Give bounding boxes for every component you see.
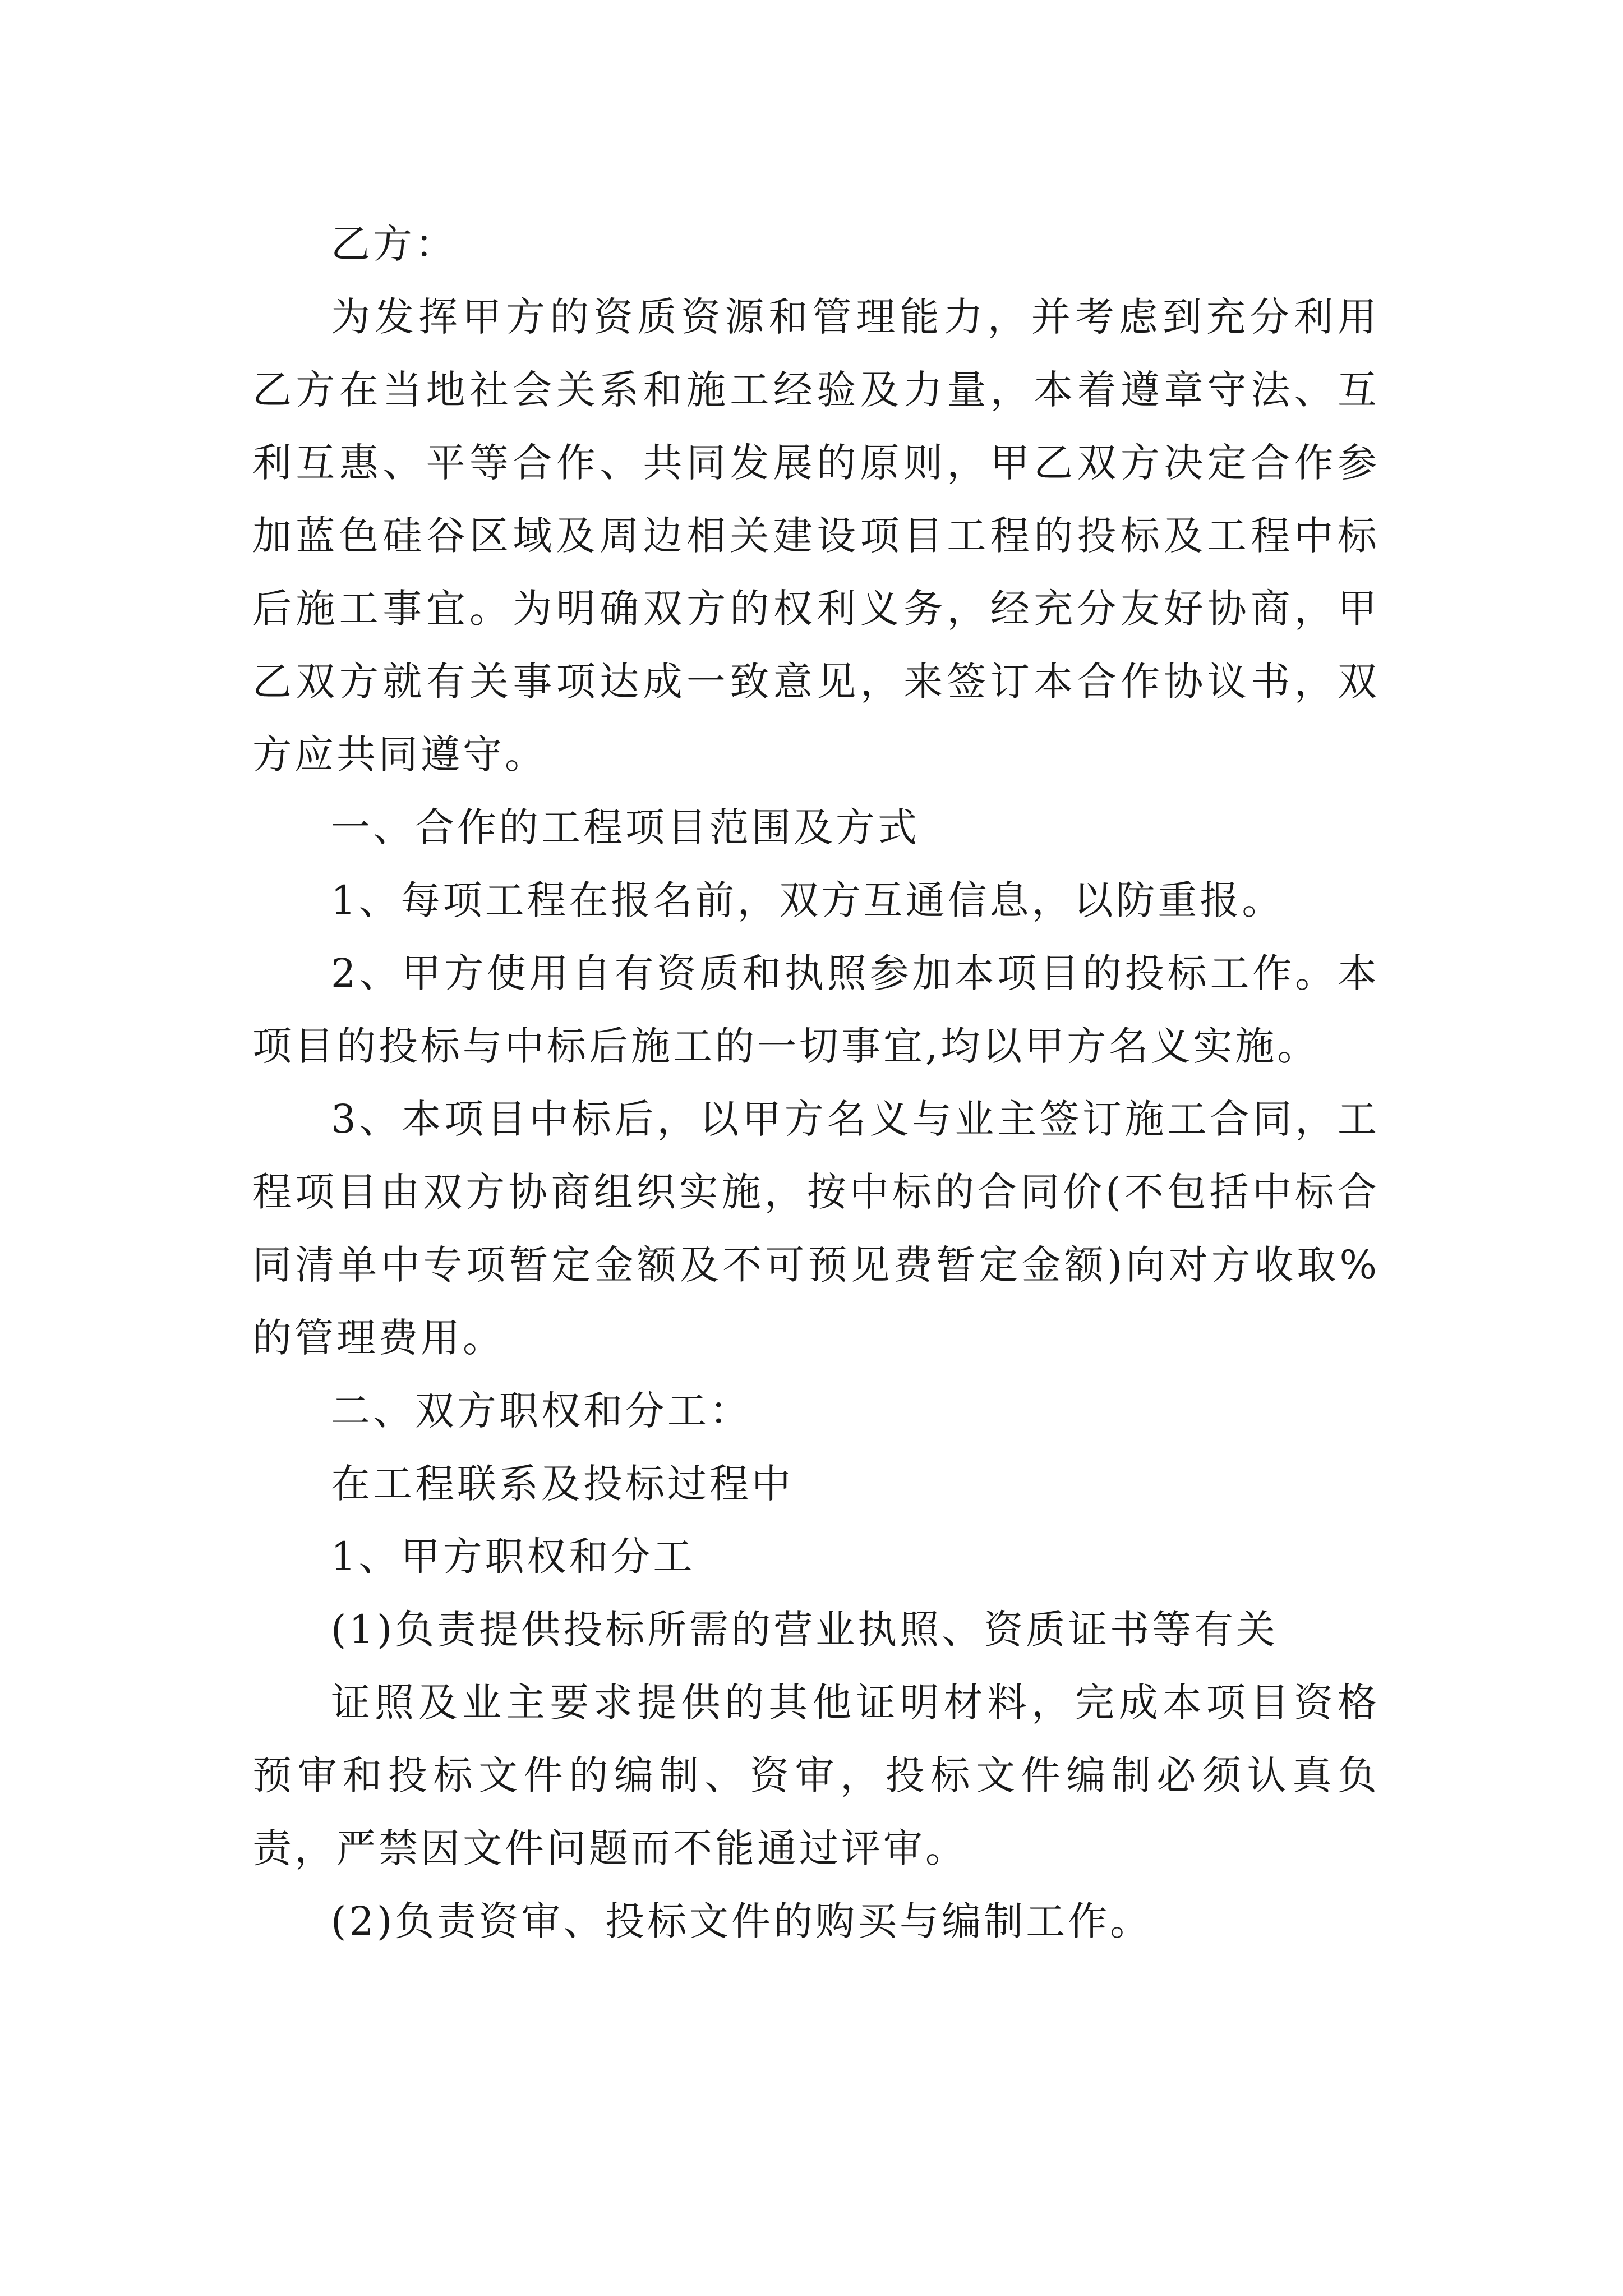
- party-b-label: 乙方：: [331, 221, 457, 267]
- item-2-1-2: (2)负责资审、投标文件的购买与编制工作。: [331, 1898, 1152, 1944]
- clause-1-1: 1、每项工程在报名前，双方互通信息，以防重报。: [331, 877, 1284, 923]
- document-body: [252, 208, 1380, 1958]
- section-heading-2: 二、双方职权和分工：: [331, 1388, 751, 1434]
- section-2-intro: 在工程联系及投标过程中: [331, 1461, 794, 1507]
- section-heading-1: 一、合作的工程项目范围及方式: [331, 804, 920, 850]
- clause-1-3: 3、本项目中标后，以甲方名义与业主签订施工合同，工程项目由双方协商组织实施，按中标的合同价(不包括中标合同清单中专项暂定金额及不可预见费暂定金额)向对方收取%的管理费用。: [252, 1096, 1380, 1361]
- preamble-paragraph: 为发挥甲方的资质资源和管理能力，并考虑到充分利用乙方在当地社会关系和施工经验及力量，本着遵章守法、互利互惠、平等合作、共同发展的原则，甲乙双方决定合作参加蓝色硅谷区域及周边相关建设项目工程的投标及工程中标后施工事宜。为明确双方的权利义务，经充分友好协商，甲乙双方就有关事项达成一致意见，来签订本合作协议书，双方应共同遵守。: [252, 294, 1380, 777]
- subsection-heading-2-1: 1、甲方职权和分工: [331, 1534, 695, 1580]
- clause-1-2: 2、甲方使用自有资质和执照参加本项目的投标工作。本项目的投标与中标后施工的一切事宜,均以甲方名义实施。: [252, 950, 1380, 1069]
- item-2-1-1-continued: 证照及业主要求提供的其他证明材料，完成本项目资格预审和投标文件的编制、资审，投标文件编制必须认真负责，严禁因文件问题而不能通过评审。: [252, 1680, 1380, 1871]
- item-2-1-1: (1)负责提供投标所需的营业执照、资质证书等有关: [331, 1607, 1279, 1653]
